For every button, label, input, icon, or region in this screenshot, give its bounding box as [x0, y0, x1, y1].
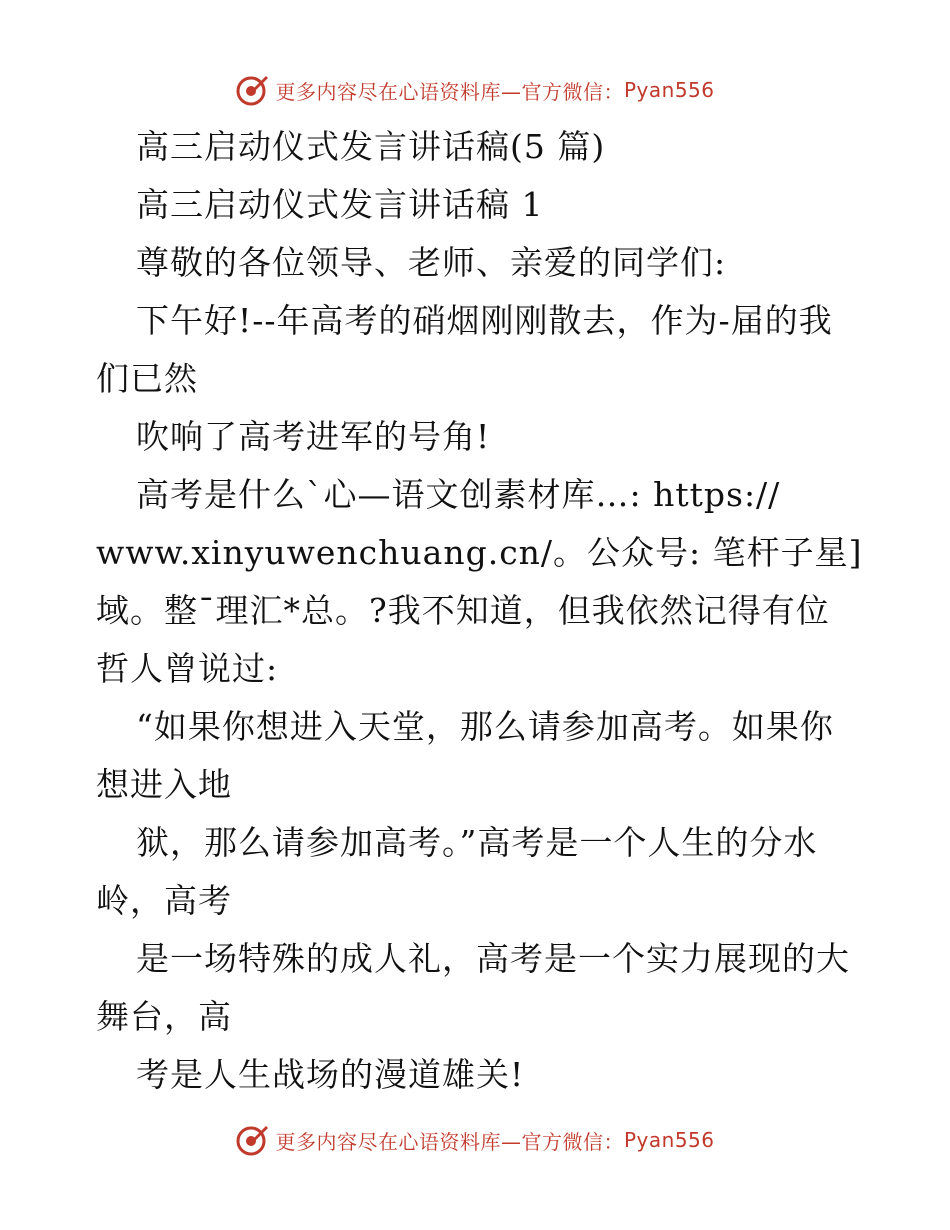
text-line: 们已然 [96, 359, 198, 398]
text-line: 岭，高考 [96, 881, 232, 920]
text-line: 考是人生战场的漫道雄关! [136, 1055, 525, 1094]
text-line: 是一场特殊的成人礼，高考是一个实力展现的大 [136, 939, 850, 978]
text-line: 高考是什么`心—语文创素材库…: https:// [136, 475, 781, 514]
text-line: 狱，那么请参加高考。”高考是一个人生的分水 [136, 823, 818, 862]
text-line: 哲人曾说过: [96, 649, 279, 688]
text-line: 域。整¯理汇*总。?我不知道，但我依然记得有位 [96, 591, 830, 630]
pen-logo-icon [235, 1123, 269, 1157]
header-watermark-banner [0, 70, 950, 110]
document-body [96, 118, 863, 1104]
banner-text: 更多内容尽在心语资料库—官方微信： [275, 79, 624, 104]
text-line: 高三启动仪式发言讲话稿(5 篇) [136, 127, 606, 166]
banner-wechat-id: Pyan556 [623, 1128, 715, 1152]
banner-wechat-id: Pyan556 [623, 78, 715, 102]
text-line: 舞台，高 [96, 997, 232, 1036]
text-line: “如果你想进入天堂，那么请参加高考。如果你 [136, 707, 834, 746]
text-line: 下午好!--年高考的硝烟刚刚散去，作为-届的我 [136, 301, 833, 340]
text-line: 吹响了高考进军的号角! [136, 417, 491, 456]
text-line: 想进入地 [96, 765, 232, 804]
banner-text: 更多内容尽在心语资料库—官方微信： [275, 1129, 624, 1154]
footer-watermark-banner [0, 1120, 950, 1160]
text-line: 高三启动仪式发言讲话稿 1 [136, 185, 544, 224]
pen-logo-icon [235, 73, 269, 107]
text-line: 尊敬的各位领导、老师、亲爱的同学们: [136, 243, 727, 282]
text-line: www.xinyuwenchuang.cn/。公众号: 笔杆子星] [96, 533, 863, 572]
